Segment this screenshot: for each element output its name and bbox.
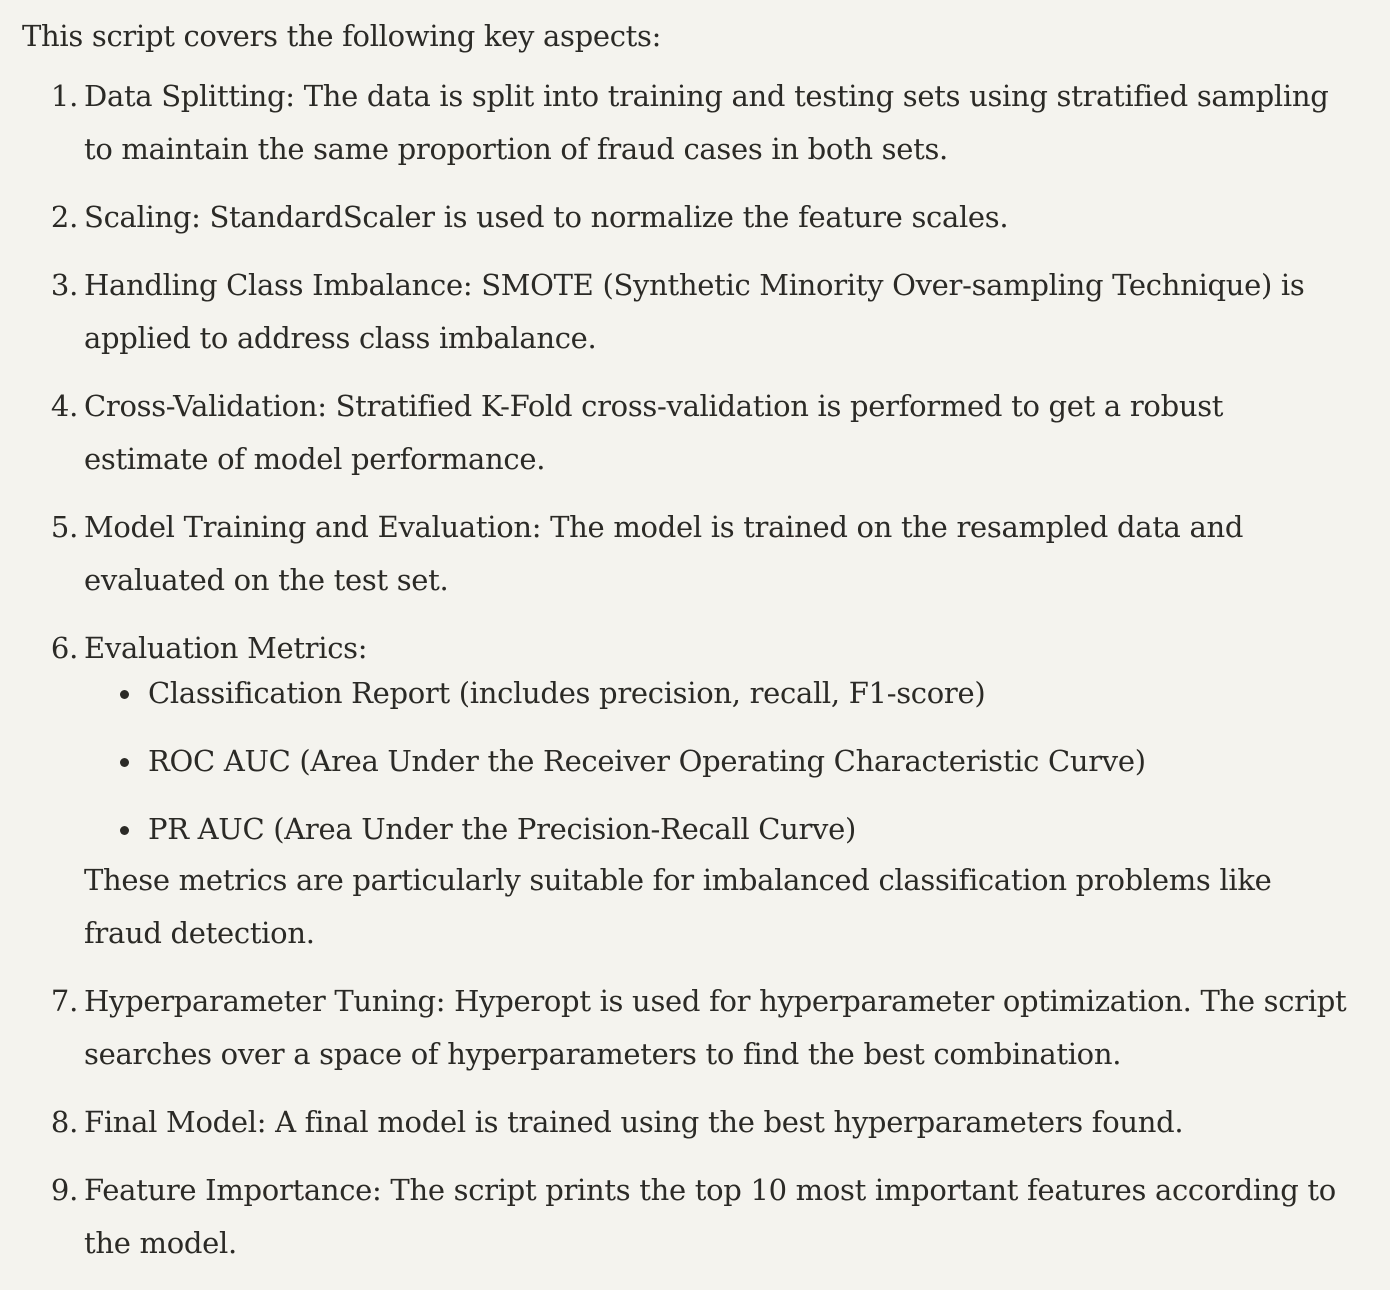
- intro-text: This script covers the following key aspects:: [22, 19, 662, 53]
- metrics-list-item: [84, 667, 1350, 720]
- list-number: 5.: [50, 510, 78, 544]
- metrics-list-item: [84, 803, 1350, 856]
- list-number: 6.: [50, 631, 78, 665]
- list-number: 2.: [50, 200, 78, 234]
- list-number: 8.: [50, 1105, 78, 1139]
- list-item: [22, 1164, 1350, 1270]
- list-item-text: Final Model: A final model is trained using the best hyperparameters found.: [84, 1105, 1184, 1139]
- metrics-note: These metrics are particularly suitable for imbalanced classification problems like fraud detection.: [84, 863, 1272, 950]
- list-item-text: Hyperparameter Tuning: Hyperopt is used for hyperparameter optimization. The script searches over a space of hyperparameters to find the best combination.: [84, 984, 1347, 1071]
- list-item: [22, 380, 1350, 486]
- metrics-item-text: PR AUC (Area Under the Precision-Recall Curve): [148, 812, 857, 846]
- bullet-icon: [120, 690, 129, 699]
- metrics-item-text: Classification Report (includes precision, recall, F1-score): [148, 676, 986, 710]
- list-number: 9.: [50, 1173, 78, 1207]
- list-number: 3.: [50, 268, 78, 302]
- list-item-text: Model Training and Evaluation: The model is trained on the resampled data and evaluated on the test set.: [84, 510, 1244, 597]
- metrics-list-item: [84, 735, 1350, 788]
- bullet-icon: [120, 758, 129, 767]
- list-number: 7.: [50, 984, 78, 1018]
- metrics-list: [84, 667, 1350, 856]
- list-item: [22, 259, 1350, 365]
- list-item-text: Scaling: StandardScaler is used to normalize the feature scales.: [84, 200, 1009, 234]
- list-item: [22, 622, 1350, 960]
- list-item: [22, 975, 1350, 1081]
- list-item: [22, 191, 1350, 244]
- list-item-text: Feature Importance: The script prints the top 10 most important features according to the model.: [84, 1173, 1336, 1260]
- list-item-text: Handling Class Imbalance: SMOTE (Synthetic Minority Over-sampling Technique) is applied to address class imbalance.: [84, 268, 1305, 355]
- list-item: [22, 1096, 1350, 1149]
- list-item: [22, 501, 1350, 607]
- list-number: 4.: [50, 389, 78, 423]
- bullet-icon: [120, 826, 129, 835]
- list-item-text: Evaluation Metrics:: [84, 631, 368, 665]
- list-number: 1.: [50, 79, 78, 113]
- list-item-text: Data Splitting: The data is split into training and testing sets using stratified sampling to maintain the same proportion of fraud cases in both sets.: [84, 79, 1329, 166]
- list-item: [22, 70, 1350, 176]
- metrics-item-text: ROC AUC (Area Under the Receiver Operating Characteristic Curve): [148, 744, 1146, 778]
- key-aspects-list: [22, 70, 1350, 1270]
- list-item-text: Cross-Validation: Stratified K-Fold cross-validation is performed to get a robust estimate of model performance.: [84, 389, 1224, 476]
